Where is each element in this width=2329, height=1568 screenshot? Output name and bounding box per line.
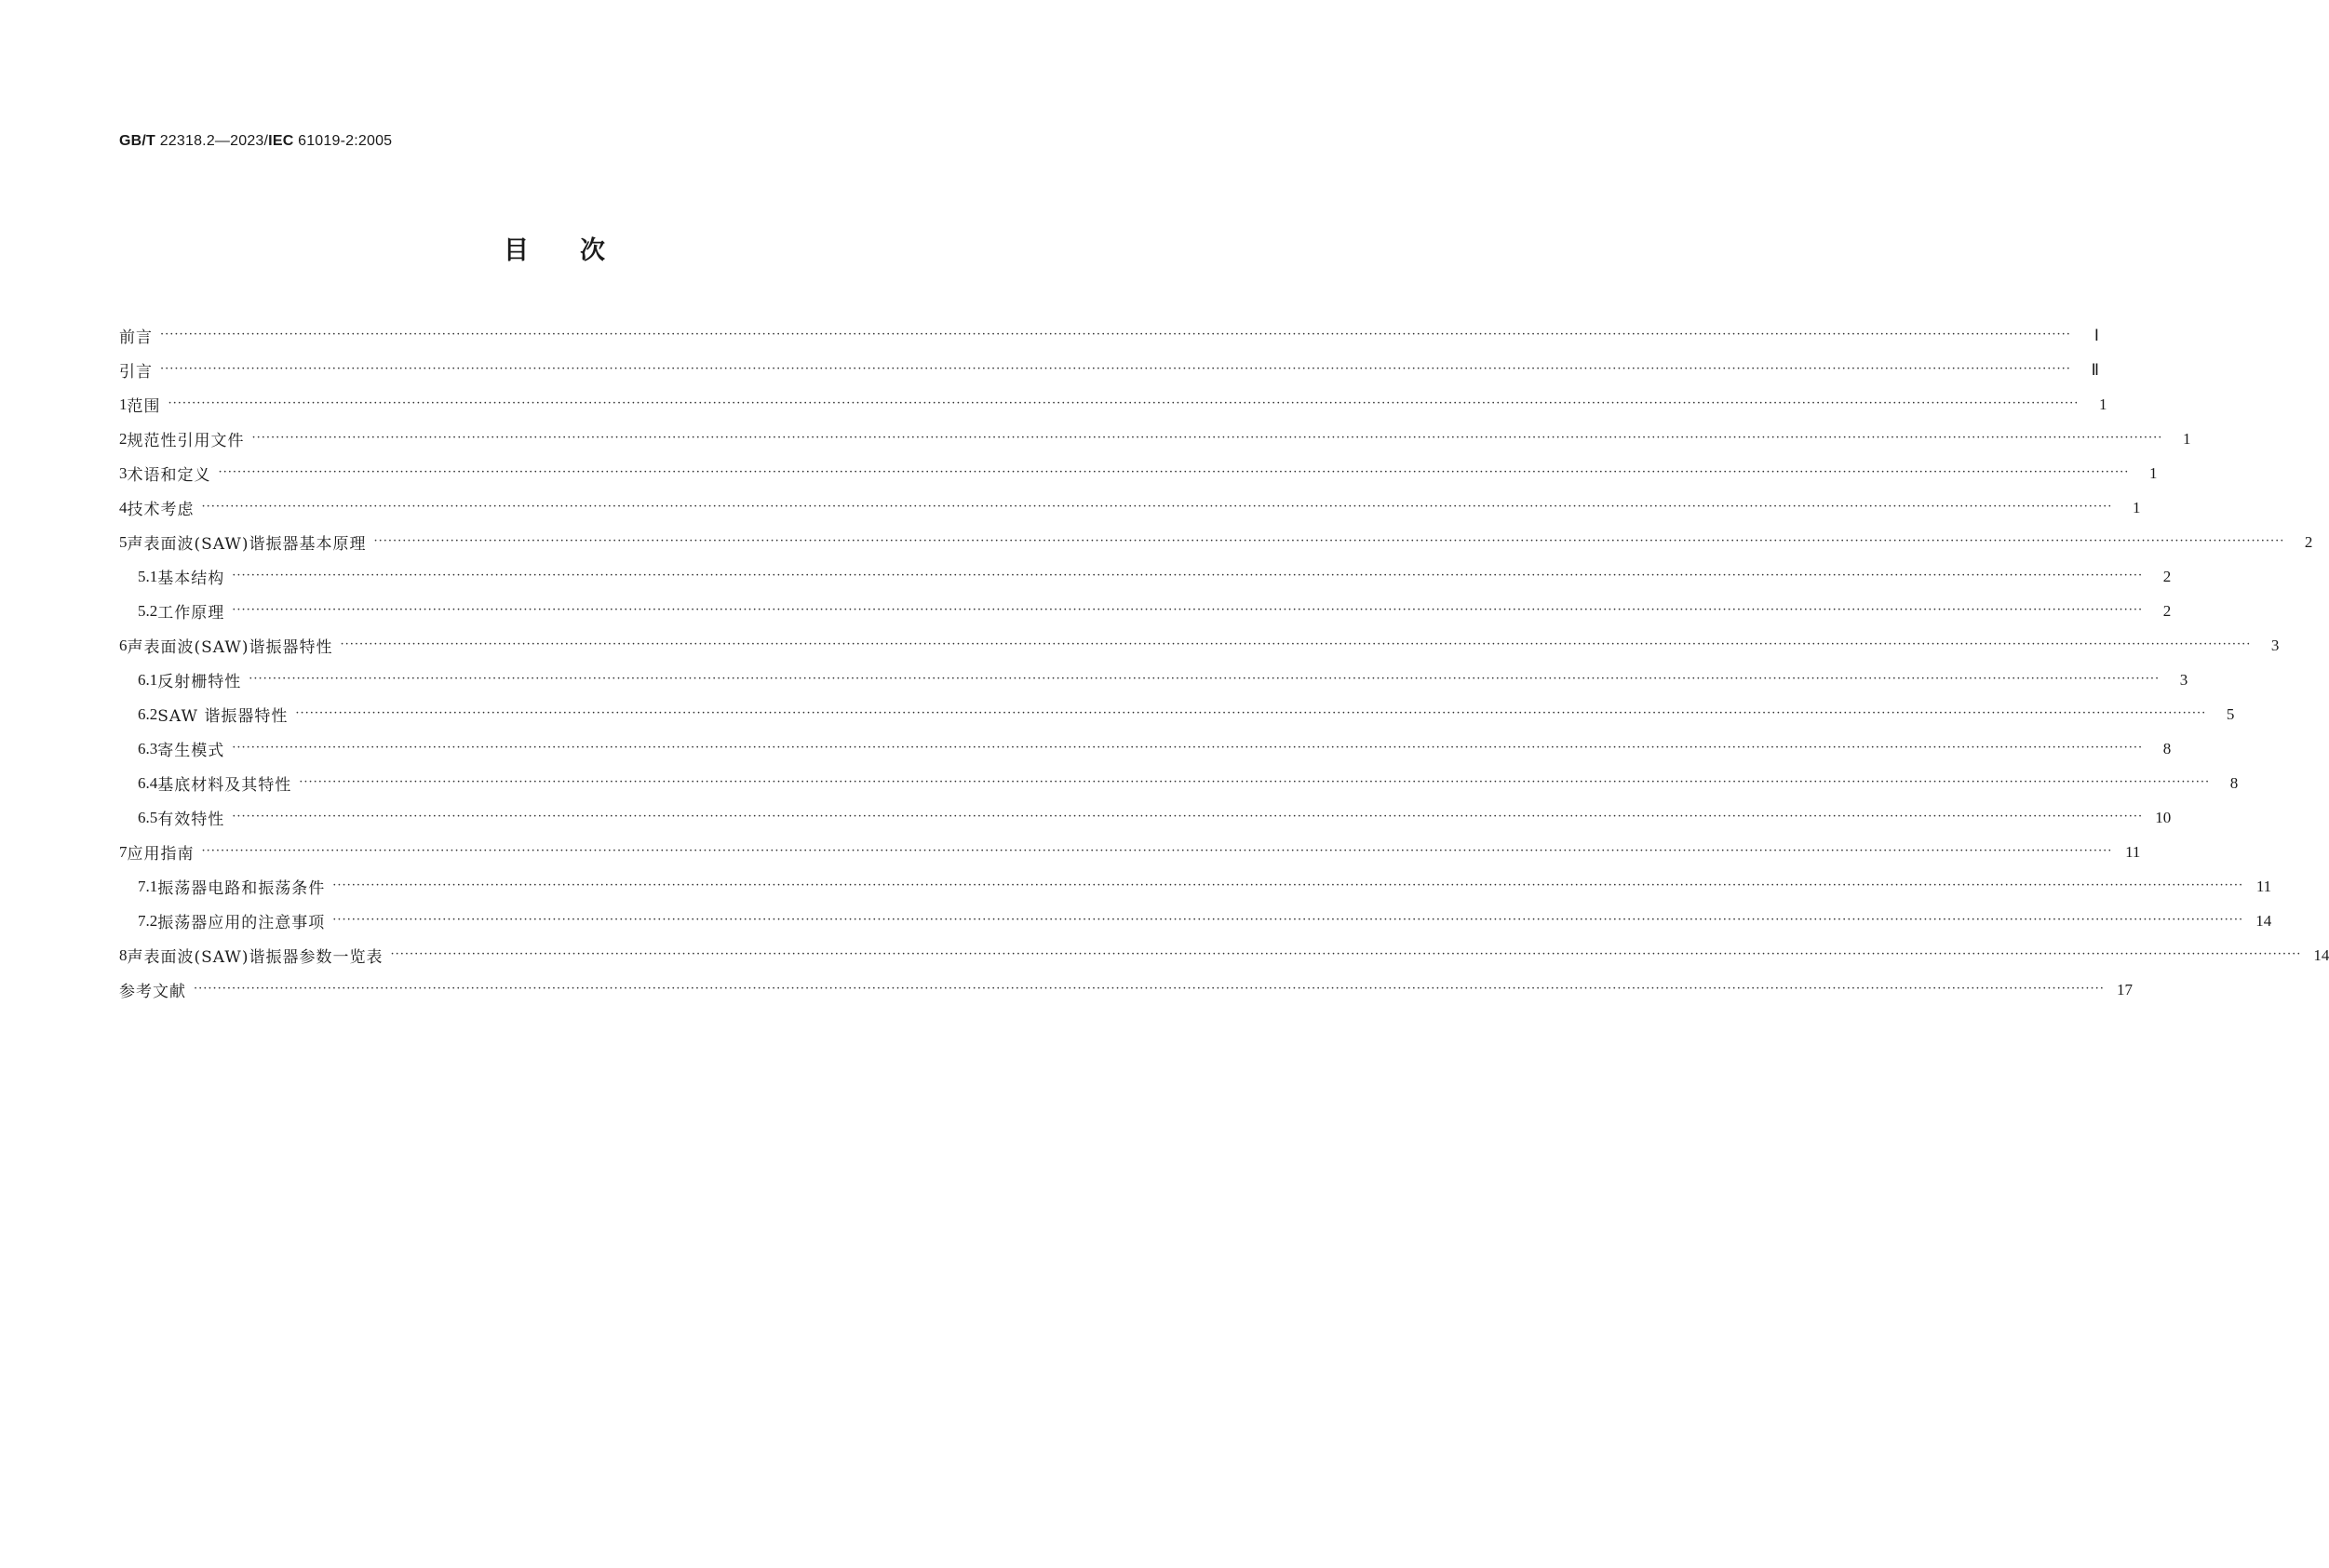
dot-leader: ················································································································································································································································································································································································································ (232, 810, 2144, 824)
toc-entry-label: 有效特性 (157, 811, 225, 829)
toc-entry-label: 术语和定义 (127, 466, 211, 485)
toc-entry-label: 参考文献 (119, 983, 186, 1001)
toc-entry[interactable] (119, 835, 2141, 869)
toc-entry-page: 1 (2098, 395, 2107, 413)
toc-entry-page: 2 (2304, 532, 2313, 551)
toc-entry[interactable] (119, 938, 2329, 972)
toc-entry-label: 应用指南 (127, 845, 195, 864)
toc-entry-label: 规范性引用文件 (127, 432, 245, 450)
dot-leader: ················································································································································································································································································································································································································ (201, 844, 2113, 858)
standard-number: 22318.2—2023/ (159, 133, 269, 149)
toc-entry-page: 3 (2179, 670, 2188, 689)
toc-entry-label: 声表面波(SAW)谐振器基本原理 (127, 535, 367, 554)
toc-entry-page: 14 (2255, 911, 2272, 930)
toc-entry[interactable] (119, 525, 2313, 559)
toc-entry[interactable] (119, 318, 2099, 353)
toc-entry[interactable] (119, 663, 2188, 697)
toc-entry-label: 振荡器电路和振荡条件 (157, 879, 326, 898)
dot-leader: ················································································································································································································································································································································································································ (249, 672, 2161, 686)
toc-entry[interactable] (119, 869, 2272, 904)
toc-entry-page: Ⅱ (2091, 360, 2099, 379)
dot-leader: ················································································································································································································································································································································································································ (295, 706, 2207, 720)
dot-leader: ················································································································································································································································································································································································································ (299, 775, 2211, 789)
toc-entry-page: 3 (2270, 636, 2280, 654)
toc-entry-number: 6.4 (138, 773, 158, 792)
toc-entry-page: 8 (2162, 739, 2172, 757)
dot-leader: ················································································································································································································································································································································································································ (373, 534, 2285, 548)
toc-entry-page: 14 (2313, 945, 2329, 964)
dot-leader: ················································································································································································································································································································································································································ (218, 465, 2130, 479)
toc-entry-page: 1 (2148, 463, 2158, 482)
dot-leader: ················································································································································································································································································································································································································ (160, 362, 2071, 376)
dot-leader: ················································································································································································································································································································································································································ (201, 500, 2113, 514)
toc-entry-label: 寄生模式 (157, 742, 225, 760)
dot-leader: ················································································································································································································································································································································································································ (251, 431, 2163, 445)
toc-entry-page: 10 (2155, 808, 2172, 826)
toc-entry-label: 基底材料及其特性 (157, 776, 292, 795)
dot-leader: ················································································································································································································································································································································································································ (390, 947, 2302, 961)
dot-leader: ················································································································································································································································································································································································································ (168, 396, 2080, 410)
toc-entry-label: SAW 谐振器特性 (157, 707, 289, 726)
toc-entry[interactable] (119, 490, 2141, 525)
toc-entry-number: 5 (119, 532, 128, 551)
toc-entry[interactable] (119, 628, 2280, 663)
toc-entry-label: 技术考虑 (127, 501, 195, 519)
toc-entry-number: 3 (119, 463, 128, 482)
toc-entry[interactable] (119, 766, 2239, 800)
toc-entry-number: 6.2 (138, 704, 158, 723)
toc-entry-label: 前言 (119, 328, 153, 347)
standard-intl-prefix: IEC (268, 133, 294, 149)
toc-entry[interactable] (119, 731, 2172, 766)
toc-entry-number: 5.2 (138, 601, 158, 620)
toc-entry-number: 6.1 (138, 670, 158, 689)
standard-prefix: GB/T (119, 133, 156, 149)
dot-leader: ················································································································································································································································································································································································································ (332, 878, 2244, 892)
toc-entry-number: 7.2 (138, 911, 158, 930)
toc-entry-page: 17 (2116, 980, 2133, 998)
toc-entry-number: 7 (119, 842, 128, 861)
toc-entry-page: 1 (2132, 498, 2141, 516)
toc-entry-number: 6.3 (138, 739, 158, 757)
toc-entry-page: 2 (2162, 567, 2172, 585)
toc-entry-label: 反射栅特性 (157, 673, 242, 691)
toc-entry-number: 8 (119, 945, 128, 964)
toc-entry[interactable] (119, 387, 2107, 422)
toc-entry-page: 11 (2255, 877, 2272, 895)
dot-leader: ················································································································································································································································································································································································································ (194, 982, 2105, 996)
dot-leader: ················································································································································································································································································································································································································ (160, 328, 2071, 342)
toc-entry[interactable] (119, 559, 2172, 594)
toc-entry[interactable] (119, 697, 2235, 731)
toc-entry-page: 8 (2229, 773, 2239, 792)
toc-entry-label: 声表面波(SAW)谐振器参数一览表 (127, 948, 384, 967)
dot-leader: ················································································································································································································································································································································································································ (232, 603, 2144, 617)
toc-entry[interactable] (119, 422, 2191, 456)
table-of-contents (119, 318, 2329, 1007)
toc-entry-page: 5 (2226, 704, 2235, 723)
toc-entry-number: 4 (119, 498, 128, 516)
toc-entry-label: 范围 (127, 397, 161, 416)
toc-entry[interactable] (119, 456, 2158, 490)
toc-entry-label: 基本结构 (157, 570, 225, 588)
toc-entry[interactable] (119, 594, 2172, 628)
toc-entry-label: 引言 (119, 363, 153, 382)
toc-entry-page: 11 (2125, 842, 2141, 861)
toc-entry-number: 5.1 (138, 567, 158, 585)
page-title: 目次 (504, 236, 656, 265)
toc-entry-number: 7.1 (138, 877, 158, 895)
toc-entry-label: 声表面波(SAW)谐振器特性 (127, 638, 333, 657)
toc-entry-page: 2 (2162, 601, 2172, 620)
toc-entry-number: 6.5 (138, 808, 158, 826)
dot-leader: ················································································································································································································································································································································································································ (232, 741, 2144, 755)
toc-entry-page: 1 (2182, 429, 2191, 448)
standard-header (119, 133, 392, 150)
toc-entry-number: 1 (119, 395, 128, 413)
toc-entry-label: 工作原理 (157, 604, 225, 623)
toc-entry-number: 6 (119, 636, 128, 654)
toc-entry[interactable] (119, 904, 2272, 938)
toc-entry-number: 2 (119, 429, 128, 448)
standard-intl-number: 61019-2:2005 (298, 133, 393, 149)
dot-leader: ················································································································································································································································································································································································································ (232, 569, 2144, 583)
dot-leader: ················································································································································································································································································································································································································ (340, 637, 2252, 651)
toc-entry[interactable] (119, 972, 2133, 1007)
toc-entry-page: Ⅰ (2093, 326, 2099, 344)
toc-entry[interactable] (119, 800, 2172, 835)
toc-entry-label: 振荡器应用的注意事项 (157, 914, 326, 932)
toc-entry[interactable] (119, 353, 2099, 387)
dot-leader: ················································································································································································································································································································································································································ (332, 913, 2244, 927)
